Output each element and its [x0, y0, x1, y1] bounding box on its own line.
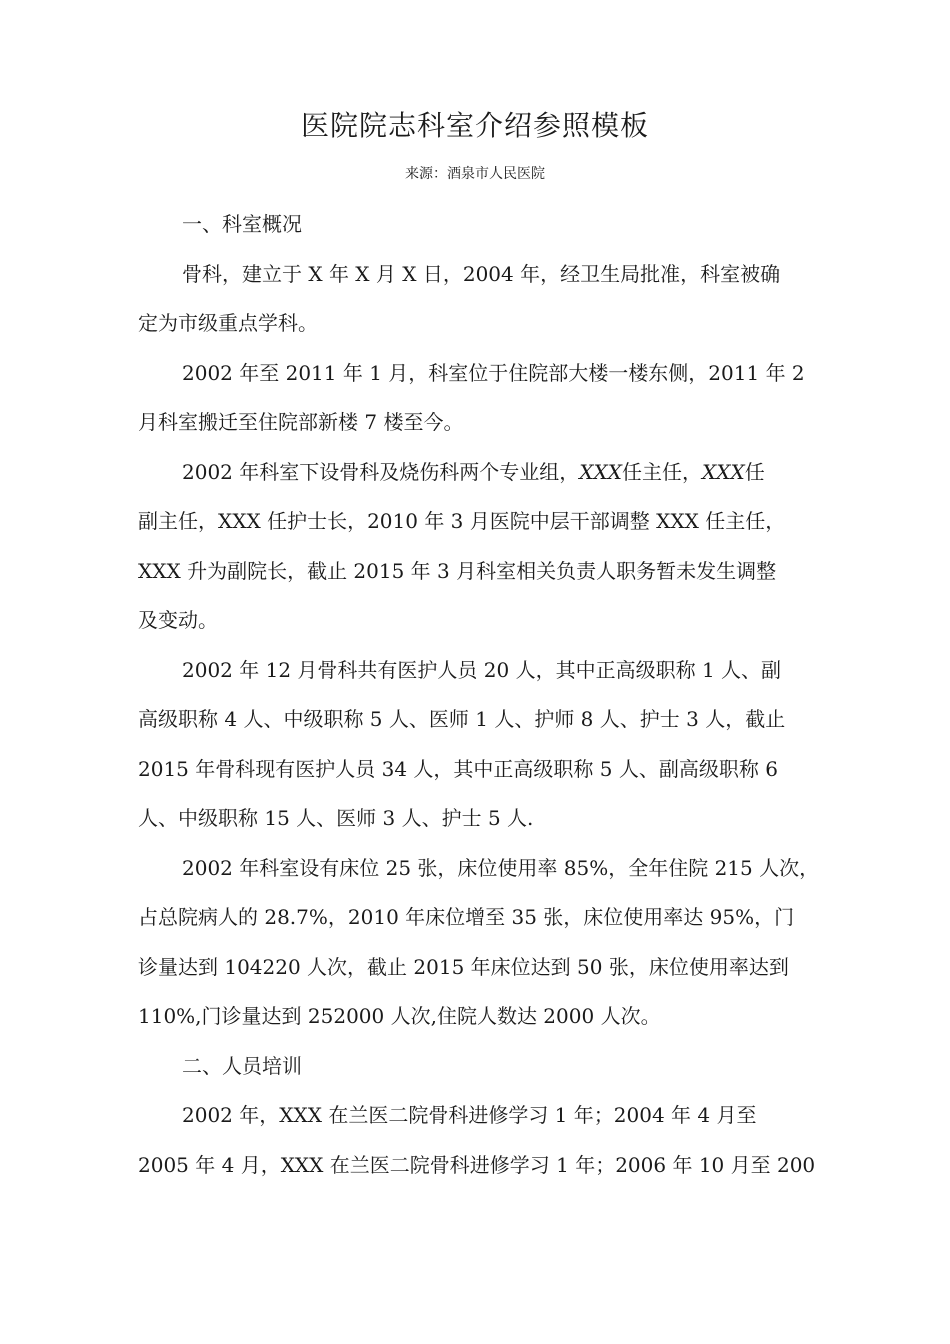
- text-span: 任主任，: [621, 459, 702, 484]
- paragraph-line: [138, 448, 828, 498]
- document-body: [138, 200, 828, 1190]
- text-span: 任: [744, 459, 765, 484]
- paragraph-line: 2005 年 4 月，XXX 在兰医二院骨科进修学习 1 年；2006 年 10 月至 200: [138, 1152, 816, 1177]
- document-source: 来源：酒泉市人民医院: [405, 166, 545, 182]
- paragraph-line: 高级职称 4 人、中级职称 5 人、医师 1 人、护师 8 人、护士 3 人，截止: [138, 707, 786, 731]
- section-heading-training: 二、人员培训: [182, 1053, 302, 1078]
- paragraph-line: 人、中级职称 15 人、医师 3 人、护士 5 人.: [138, 806, 534, 830]
- section-heading-overview: 一、科室概况: [182, 212, 302, 236]
- paragraph-line: 2002 年，XXX 在兰医二院骨科进修学习 1 年；2004 年 4 月至: [182, 1103, 757, 1127]
- paragraph-line: 2002 年 12 月骨科共有医护人员 20 人，其中正高级职称 1 人、副: [182, 657, 782, 682]
- paragraph-line: 骨科，建立于 X 年 X 月 X 日，2004 年，经卫生局批准，科室被确: [182, 261, 781, 286]
- paragraph-line: 110%,门诊量达到 252000 人次,住院人数达 2000 人次。: [138, 1004, 661, 1028]
- text-span: 2002 年科室下设骨科及烧伤科两个专业组，: [182, 459, 580, 484]
- paragraph-line: 及变动。: [138, 608, 218, 632]
- italic-placeholder-name: XXX: [579, 459, 622, 484]
- paragraph-line: 占总院病人的 28.7%，2010 年床位增至 35 张，床位使用率达 95%，门: [138, 905, 795, 929]
- document-title: 医院院志科室介绍参照模板: [300, 109, 649, 142]
- italic-placeholder-name: XXX: [701, 459, 745, 484]
- paragraph-line: 定为市级重点学科。: [138, 311, 318, 335]
- paragraph-line: 月科室搬迁至住院部新楼 7 楼至今。: [138, 410, 464, 434]
- paragraph-line: 2002 年至 2011 年 1 月，科室位于住院部大楼一楼东侧，2011 年 2: [182, 360, 805, 385]
- paragraph-line: 2015 年骨科现有医护人员 34 人，其中正高级职称 5 人、副高级职称 6: [138, 756, 778, 781]
- paragraph-line: 诊量达到 104220 人次，截止 2015 年床位达到 50 张，床位使用率达到: [138, 954, 789, 979]
- paragraph-line: XXX 升为副院长，截止 2015 年 3 月科室相关负责人职务暂未发生调整: [138, 558, 777, 583]
- paragraph-line: 副主任，XXX 任护士长，2010 年 3 月医院中层干部调整 XXX 任主任，: [138, 509, 786, 533]
- paragraph-line: 2002 年科室设有床位 25 张，床位使用率 85%，全年住院 215 人次，: [182, 855, 820, 880]
